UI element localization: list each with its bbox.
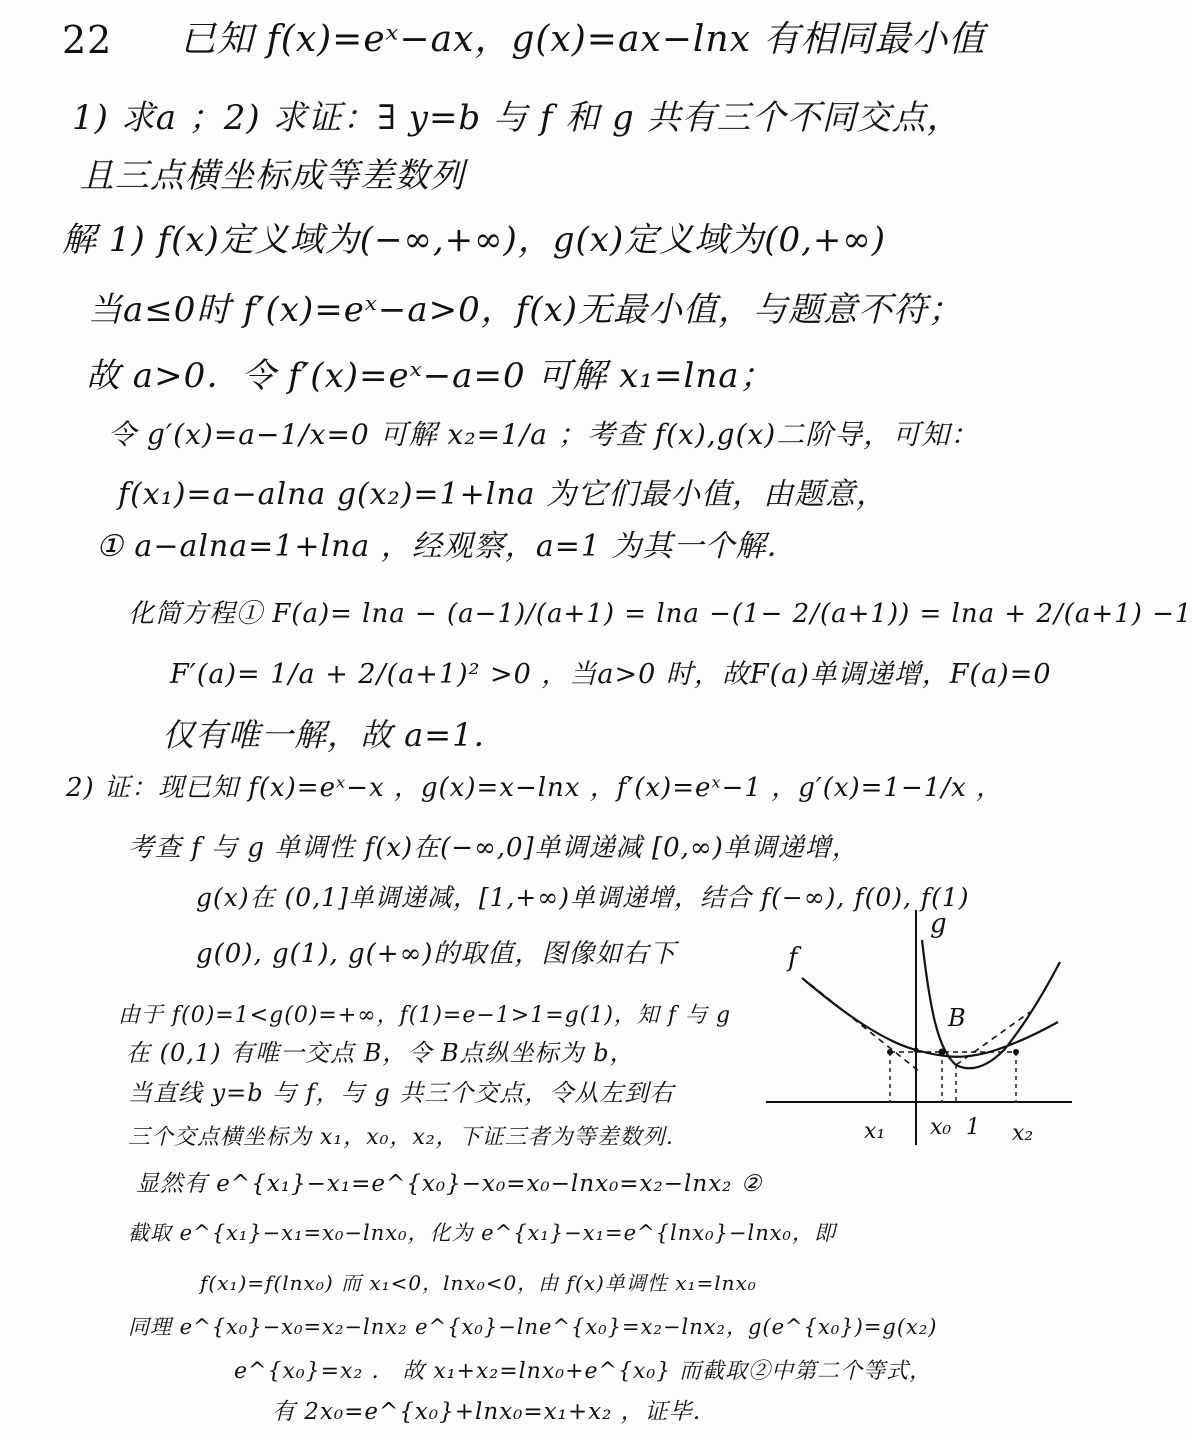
solution-part1-line-5: f(x₁)=a−alna g(x₂)=1+lna 为它们最小值，由题意， — [118, 477, 888, 512]
solution-part2-line-5: 由于 f(0)=1<g(0)=+∞，f(1)=e−1>1=g(1)，知 f 与 g — [118, 1003, 732, 1028]
label-x2: x₂ — [1012, 1121, 1034, 1146]
function-sketch — [760, 900, 1080, 1150]
point-B — [939, 1049, 946, 1056]
solution-part2-line-14: 有 2x₀=e^{x₀}+lnx₀=x₁+x₂ ，证毕． — [272, 1399, 717, 1425]
point-min-f — [914, 1048, 919, 1053]
solution-part2-line-12: 同理 e^{x₀}−x₀=x₂−lnx₂ e^{x₀}−lne^{x₀}=x₂−lnx₂，g(e^{x₀})=g(x₂) — [128, 1315, 938, 1339]
label-one: 1 — [966, 1115, 980, 1140]
solution-part2-line-3: g(x)在 (0,1]单调递减，[1,+∞)单调递增，结合 f(−∞), f(0), f(1) — [196, 883, 970, 912]
solution-part1-line-9: 仅有唯一解，故 a=1． — [162, 716, 507, 754]
problem-statement-3: 且三点横坐标成等差数列 — [80, 156, 465, 196]
solution-part2-line-13: e^{x₀}=x₂ ． 故 x₁+x₂=lnx₀+e^{x₀} 而截取②中第二个等式， — [234, 1359, 933, 1384]
g-dashed-line — [956, 1012, 1030, 1065]
solution-part1-line-3: 故 a>0．令 f′(x)=eˣ−a=0 可解 x₁=lna； — [86, 356, 775, 396]
solution-part2-line-6: 在 (0,1) 有唯一交点 B，令 B点纵坐标为 b， — [126, 1039, 635, 1067]
problem-number: 22 — [62, 18, 113, 62]
label-x0: x₀ — [930, 1115, 952, 1140]
solution-part1-line-1: 解 1) f(x)定义域为(−∞,+∞)，g(x)定义域为(0,+∞) — [62, 220, 887, 260]
curve-f — [802, 978, 1058, 1057]
point-x2-intersection — [1013, 1049, 1019, 1055]
solution-part1-line-2: 当a≤0时 f′(x)=eˣ−a>0，f(x)无最小值，与题意不符； — [88, 290, 964, 330]
point-x1-intersection — [887, 1049, 893, 1055]
label-B: B — [948, 1004, 966, 1032]
solution-part2-line-1: 2) 证：现已知 f(x)=eˣ−x ，g(x)=x−lnx ，f′(x)=eˣ−1 ，g′(x)=1−1/x ， — [66, 773, 1004, 803]
label-g: g — [930, 909, 947, 939]
label-f: f — [788, 943, 798, 973]
solution-part1-line-8: F′(a)= 1/a + 2/(a+1)² >0 ，当a>0 时，故F(a)单调递增，F(a)=0 — [170, 659, 1052, 690]
solution-part2-line-4: g(0), g(1), g(+∞)的取值，图像如右下 — [196, 939, 677, 969]
solution-part2-line-8: 三个交点横坐标为 x₁，x₀，x₂，下证三者为等差数列． — [128, 1125, 689, 1150]
solution-part2-line-10: 截取 e^{x₁}−x₁=x₀−lnx₀，化为 e^{x₁}−x₁=e^{lnx₀}−lnx₀，即 — [128, 1221, 836, 1245]
solution-part2-line-9: 显然有 e^{x₁}−x₁=e^{x₀}−x₀=x₀−lnx₀=x₂−lnx₂ ② — [136, 1171, 763, 1197]
problem-statement-1: 已知 f(x)=eˣ−ax，g(x)=ax−lnx 有相同最小值 — [180, 19, 986, 60]
solution-part2-line-2: 考查 f 与 g 单调性 f(x)在(−∞,0]单调递减 [0,∞)单调递增， — [128, 833, 859, 863]
solution-part1-line-6: ① a−alna=1+lna ，经观察，a=1 为其一个解． — [96, 529, 798, 564]
solution-part1-line-4: 令 g′(x)=a−1/x=0 可解 x₂=1/a ；考查 f(x),g(x)二阶导，可知： — [108, 418, 980, 451]
solution-part2-line-7: 当直线 y=b 与 f，与 g 共三个交点，令从左到右 — [128, 1079, 675, 1107]
problem-statement-2: 1) 求a ；2) 求证：∃ y=b 与 f 和 g 共有三个不同交点， — [72, 98, 962, 138]
solution-part1-line-7: 化简方程① F(a)= lna − (a−1)/(a+1) = lna −(1− 2/(a+1)) = lna + 2/(a+1) −1 — [128, 599, 1192, 629]
label-x1: x₁ — [864, 1119, 886, 1144]
solution-part2-line-11: f(x₁)=f(lnx₀) 而 x₁<0，lnx₀<0，由 f(x)单调性 x₁=lnx₀ — [200, 1271, 757, 1295]
